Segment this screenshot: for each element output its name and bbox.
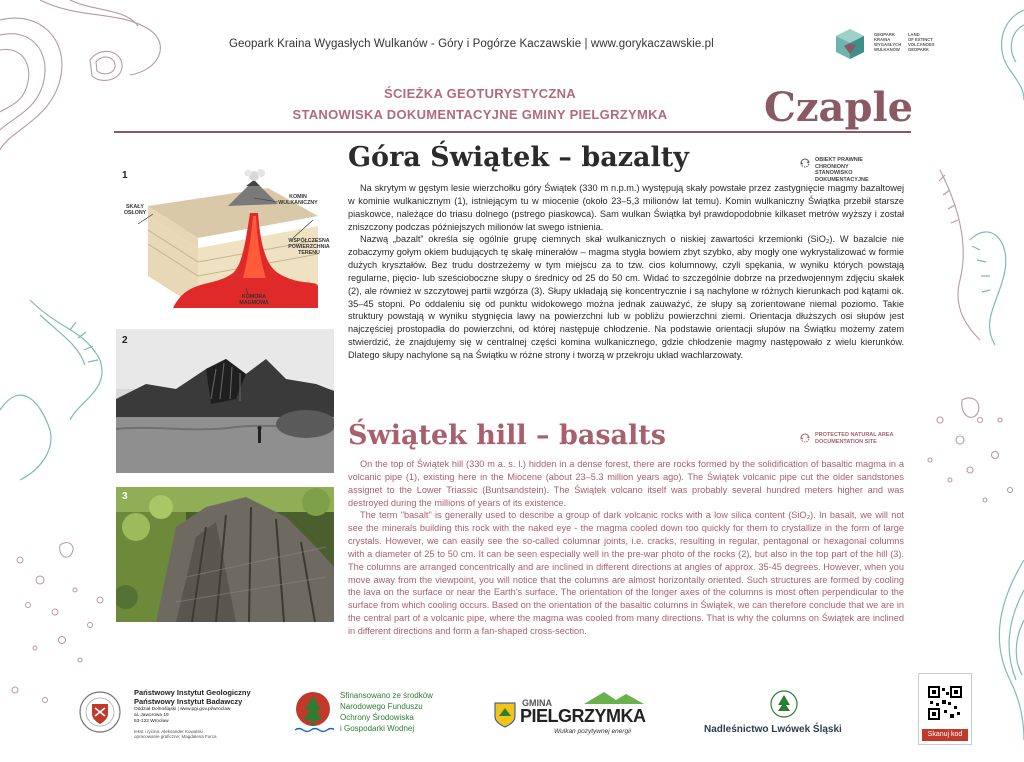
body-en-paragraph-2: The term "basalt" is generally used to describe a group of dark volcanic rocks with a low silica content (SiO₂). In basalt, we will not see the minerals building this rock with the naked eye - the magma cooled down too quickly for them to crystallize in the form of large crystals. However, we can easily see the so-called columnar joints, i.e. cracks, resulting in regular, pentagonal or hexagonal columns with a diameter of 25 to 50 cm. It can be seen especially well in the pre-war photo of the rocks (2), but also in the top part of the hill (3). The columns are arranged concentrically and are inclined in different directions at angles of approx. 35-45 degrees. However, when you move away from the viewpoint, you will notice that the columns are almost horizontally oriented. Such structures are formed by cooling the lava on the surface or near the Earth's surface. The orientation of the longer axes of the columns is most often perpendicular to the surface from which cooling occurs. Based on the orientation of the basaltic columns in Świątek, we can therefore conclude that we are in the central part of a volcanic pipe, where the magma was cooled from many directions. That is why the columns on Świątek are inclined in different directions and form a fan-shaped cross-section. bbox=[348, 510, 904, 636]
pig-address-1: Oddział Dolnośląski | www.pgi.gov.pl/wroclaw bbox=[134, 707, 231, 712]
footer-nfosigw bbox=[292, 688, 462, 740]
pielgrzymka-mountain-icon bbox=[584, 690, 644, 704]
nf-line-4: i Gospodarki Wodnej bbox=[340, 724, 415, 733]
geopark-logo bbox=[834, 28, 954, 62]
forest-rock-photo-illustration bbox=[116, 487, 334, 622]
body-pl-paragraph-1: Na skrytym w gęstym lesie wierzchołku góry Świątek (330 m n.p.m.) występują skały powstałe przez zastygnięcie magmy bazaltowej w kominie wulkanicznym (1), istniejącym tu w miocenie (około 23–5,3 milionów lat temu). Komin wulkaniczny Świątka przebił starsze piaskowce, należące do triasu dolnego (pstrego piaskowca). Sam wulkan Świątka był prawdopodobnie kilkaset metrów wyższy i został zniszczony podczas późniejszych milionów lat swego istnienia. bbox=[348, 183, 904, 232]
geopark-logo-icon bbox=[834, 28, 866, 60]
gmina-slogan: Wulkan pozytywnej energii bbox=[554, 728, 631, 735]
figure-columns-photo bbox=[116, 487, 334, 622]
figure-3-number: 3 bbox=[122, 491, 128, 502]
pig-name-2: Państwowy Instytut Badawczy bbox=[134, 697, 243, 706]
qr-code-card[interactable] bbox=[918, 673, 972, 745]
figure-historical-photo bbox=[116, 329, 334, 473]
protected-pl-line-1: OBIEKT PRAWNIE CHRONIONY bbox=[815, 157, 863, 170]
logo-right-4: GEOPARK bbox=[908, 47, 929, 52]
lasy-panstwowe-logo-icon bbox=[770, 690, 798, 718]
footer-gmina-pielgrzymka bbox=[494, 690, 664, 740]
body-text-polish bbox=[348, 182, 904, 362]
pielgrzymka-crest-icon bbox=[494, 702, 516, 728]
bw-rock-photo-illustration bbox=[116, 329, 334, 473]
protected-en-line-1: PROTECTED NATURAL AREA bbox=[815, 432, 894, 438]
logo-right-1: LAND bbox=[908, 32, 920, 37]
protected-site-icon bbox=[800, 158, 810, 168]
figure-2-number: 2 bbox=[122, 335, 128, 346]
protected-site-icon bbox=[800, 433, 810, 443]
header-divider bbox=[114, 131, 911, 133]
pig-emblem-icon bbox=[78, 690, 122, 734]
topographic-decoration-right bbox=[900, 0, 1024, 762]
logo-left-1: GEOPARK bbox=[874, 32, 895, 37]
pig-name-1: Państwowy Instytut Geologiczny bbox=[134, 688, 251, 697]
protected-badge-pl bbox=[800, 157, 910, 183]
geopark-tagline: Geopark Kraina Wygasłych Wulkanów - Góry i Pogórze Kaczawskie | www.gorykaczawskie.pl bbox=[229, 38, 714, 50]
nf-line-2: Narodowego Funduszu bbox=[340, 702, 423, 711]
title-polish: Góra Świątek – bazalty bbox=[348, 142, 689, 173]
logo-left-4: WULKANÓW bbox=[874, 47, 900, 52]
scan-code-button[interactable]: Skanuj kod bbox=[922, 729, 968, 741]
subtitle-line-1: ŚCIEŻKA GEOTURYSTYCZNA bbox=[384, 86, 576, 101]
label-volcanic-pipe: KOMIN WULKANICZNY bbox=[278, 194, 318, 207]
logo-right-2: OF EXTINCT bbox=[908, 37, 933, 42]
qr-code-icon[interactable] bbox=[928, 686, 962, 720]
forestry-name: Nadleśnictwo Lwówek Śląski bbox=[704, 724, 842, 735]
gmina-name: PIELGRZYMKA bbox=[520, 706, 646, 726]
nf-line-1: Sfinansowano ze środków bbox=[340, 691, 433, 700]
protected-en-line-2: DOCUMENTATION SITE bbox=[815, 438, 877, 445]
nf-line-3: Ochrony Środowiska bbox=[340, 713, 414, 722]
footer-forestry bbox=[704, 690, 884, 740]
label-present-surface: WSPÓŁCZESNA POWIERZCHNIA TERENU bbox=[288, 238, 330, 257]
gmina-label: GMINA bbox=[522, 698, 552, 708]
body-en-paragraph-1: On the top of Świątek hill (330 m a. s. l.) hidden in a dense forest, there are rocks formed by the solidification of basaltic magma in a volcanic pipe (1), existing here in the Miocene (about 23–5.3 million years ago). The Świątek volcanic pipe cut the older sandstones assignet to the Lower Triassic (Buntsandstein). The Świątek volcano itself was probably several hundred meters higher and was destroyed during the millions of years of its existence. bbox=[348, 459, 904, 508]
title-english: Świątek hill – basalts bbox=[348, 420, 666, 451]
logo-right-3: VOLCANOES bbox=[908, 42, 935, 47]
label-host-rocks: SKAŁY OSŁONY bbox=[123, 204, 147, 217]
pig-address-3: 53-122 Wrocław bbox=[134, 719, 169, 724]
footer-pig bbox=[78, 688, 278, 738]
logo-left-2: KRAINA bbox=[874, 37, 891, 42]
pig-address-2: al. Jaworowa 19 bbox=[134, 713, 169, 718]
figure-1-number: 1 bbox=[122, 170, 128, 181]
subtitle-line-2: STANOWISKA DOKUMENTACYJNE GMINY PIELGRZYMKA bbox=[292, 107, 668, 122]
pig-credit-2: opracowanie graficzne: Magdalena Furca bbox=[134, 734, 217, 739]
body-text-english bbox=[348, 458, 904, 638]
nfosigw-logo-icon bbox=[292, 690, 334, 736]
pig-credit-1: tekst i rycina: Aleksander Kowalski bbox=[134, 729, 203, 734]
protected-badge-en bbox=[800, 432, 910, 446]
figure-volcano-diagram bbox=[118, 168, 336, 318]
label-magma-chamber: KOMORA MAGMOWA bbox=[239, 294, 269, 307]
logo-left-3: WYGASŁYCH bbox=[874, 42, 902, 47]
protected-pl-line-2: STANOWISKO DOKUMENTACYJNE bbox=[815, 170, 869, 183]
place-name: Czaple bbox=[764, 84, 914, 131]
body-pl-paragraph-2: Nazwą „bazalt” określa się ogólnie grupę ciemnych skał wulkanicznych o niskiej zawartości krzemionki (SiO₂). W bazalcie nie zobaczymy gołym okiem budujących tę skałę minerałów – magma stygła bowiem zbyt szybko, aby mogły one wykrystalizować w formie dużych kryształów. Bez trudu dostrzeżemy w tym miejscu za to tzw. cios kolumnowy, czyli spękania, w wyniku których powstają regularne, pięcio- lub sześcioboczne słupy o średnicy od 25 do 50 cm. Widać to szczególnie dobrze na przedwojennym zdjęciu skałek (2), ale również w szczytowej partii wzgórza (3). Słupy układają się koncentrycznie i są nachylone w różnych kierunkach pod kątami ok. 35–45 stopni. Po oddaleniu się od punktu widokowego można jednak zauważyć, że słupy są zorientowane niemal poziomo. Takie struktury powstają w wyniku stygnięcia lawy na powierzchni lub w pobliżu powierzchni ziemi. Orientacja dłuższych osi słupów jest najczęściej prostopadła do powierzchni, od której następuje chłodzenie. Na podstawie orientacji słupów na Świątku możemy zatem stwierdzić, że znajdujemy się w centralnej części komina wulkanicznego, gdzie chłodzenie magmy następowało z wielu kierunków. Dlatego słupy nachylone są na Świątku w różne strony i tworzą w przekroju układ wachlarzowaty. bbox=[348, 234, 904, 360]
